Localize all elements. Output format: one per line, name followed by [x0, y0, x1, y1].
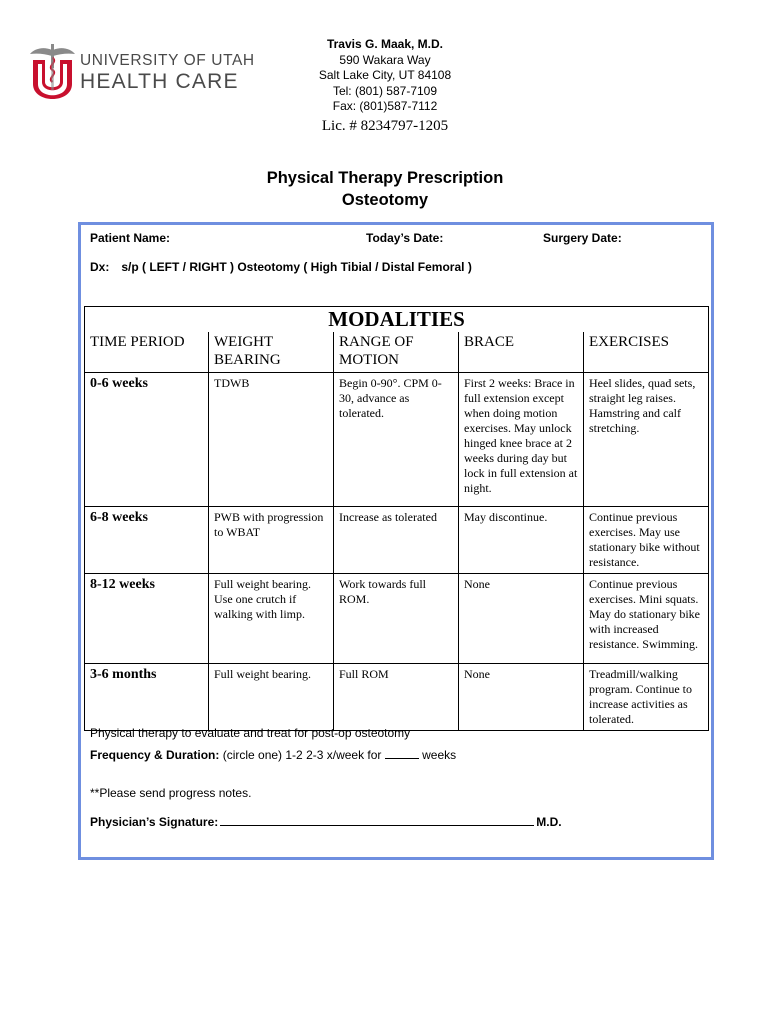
brace-cell: None — [459, 573, 584, 663]
patient-name-label: Patient Name: — [90, 231, 171, 245]
time-period-cell: 6-8 weeks — [85, 506, 209, 573]
physician-name: Travis G. Maak, M.D. — [326, 37, 444, 51]
column-header: WEIGHT BEARING — [209, 332, 334, 373]
modalities-table — [84, 306, 709, 731]
weight-bearing-cell: TDWB — [209, 372, 334, 506]
range-of-motion-cell: Begin 0-90°. CPM 0-30, advance as tolerated. — [334, 372, 459, 506]
time-period-cell: 0-6 weeks — [85, 372, 209, 506]
table-row — [85, 506, 709, 573]
range-of-motion-cell: Full ROM — [334, 663, 459, 730]
letterhead — [270, 37, 500, 136]
weight-bearing-cell: Full weight bearing. Use one crutch if walking with limp. — [209, 573, 334, 663]
exercises-cell: Continue previous exercises. May use stationary bike without resistance. — [584, 506, 709, 573]
signature-label: Physician’s Signature: — [90, 815, 219, 829]
logo-line-university: UNIVERSITY OF UTAH — [80, 52, 255, 69]
diagnosis-text: s/p ( LEFT / RIGHT ) Osteotomy ( High Tibial / Distal Femoral ) — [121, 260, 472, 274]
signature-suffix: M.D. — [536, 815, 562, 829]
university-logo — [28, 44, 255, 106]
license-number: Lic. # 8234797-1205 — [321, 117, 449, 134]
column-header: EXERCISES — [584, 332, 709, 373]
brace-cell: First 2 weeks: Brace in full extension except when doing motion exercises. May unlock hinged knee brace at 2 weeks during day but lock in full extension at night. — [459, 372, 584, 506]
telephone: Tel: (801) 587-7109 — [332, 83, 438, 98]
caduceus-u-icon — [28, 44, 78, 106]
evaluate-instruction: Physical therapy to evaluate and treat for post-op osteotomy — [90, 726, 411, 740]
fax: Fax: (801)587-7112 — [332, 99, 438, 113]
address-line-1: 590 Wakara Way — [339, 52, 431, 67]
time-period-cell: 8-12 weeks — [85, 573, 209, 663]
document-subtitle: Osteotomy — [341, 191, 429, 209]
table-row — [85, 663, 709, 730]
table-row — [85, 372, 709, 506]
todays-date-label: Today’s Date: — [366, 231, 444, 245]
frequency-label: Frequency & Duration: — [90, 748, 220, 762]
frequency-duration-line — [90, 748, 456, 762]
progress-notes: **Please send progress notes. — [90, 786, 252, 800]
table-header-row — [85, 332, 709, 373]
signature-line — [90, 815, 562, 829]
diagnosis-line — [90, 260, 472, 274]
weight-bearing-cell: PWB with progression to WBAT — [209, 506, 334, 573]
address-line-2: Salt Lake City, UT 84108 — [318, 68, 452, 82]
exercises-cell: Continue previous exercises. Mini squats. May do stationary bike with increased resistance. Swimming. — [584, 573, 709, 663]
range-of-motion-cell: Increase as tolerated — [334, 506, 459, 573]
brace-cell: None — [459, 663, 584, 730]
document-title: Physical Therapy Prescription — [266, 169, 504, 187]
exercises-cell: Heel slides, quad sets, straight leg raises. Hamstring and calf stretching. — [584, 372, 709, 506]
weight-bearing-cell: Full weight bearing. — [209, 663, 334, 730]
table-title: MODALITIES — [85, 307, 709, 332]
weeks-blank[interactable] — [385, 748, 419, 759]
range-of-motion-cell: Work towards full ROM. — [334, 573, 459, 663]
column-header: TIME PERIOD — [85, 332, 209, 373]
exercises-cell: Treadmill/walking program. Continue to increase activities as tolerated. — [584, 663, 709, 730]
column-header: BRACE — [459, 332, 584, 373]
surgery-date-label: Surgery Date: — [543, 231, 622, 245]
weeks-label: weeks — [422, 748, 457, 762]
column-header: RANGE OF MOTION — [334, 332, 459, 373]
signature-blank[interactable] — [220, 815, 534, 826]
brace-cell: May discontinue. — [459, 506, 584, 573]
diagnosis-label: Dx: — [90, 260, 110, 274]
logo-line-health-care: HEALTH CARE — [80, 70, 239, 93]
logo-wordmark — [80, 52, 255, 94]
frequency-options[interactable]: (circle one) 1-2 2-3 x/week for — [222, 748, 382, 762]
table-row — [85, 573, 709, 663]
time-period-cell: 3-6 months — [85, 663, 209, 730]
